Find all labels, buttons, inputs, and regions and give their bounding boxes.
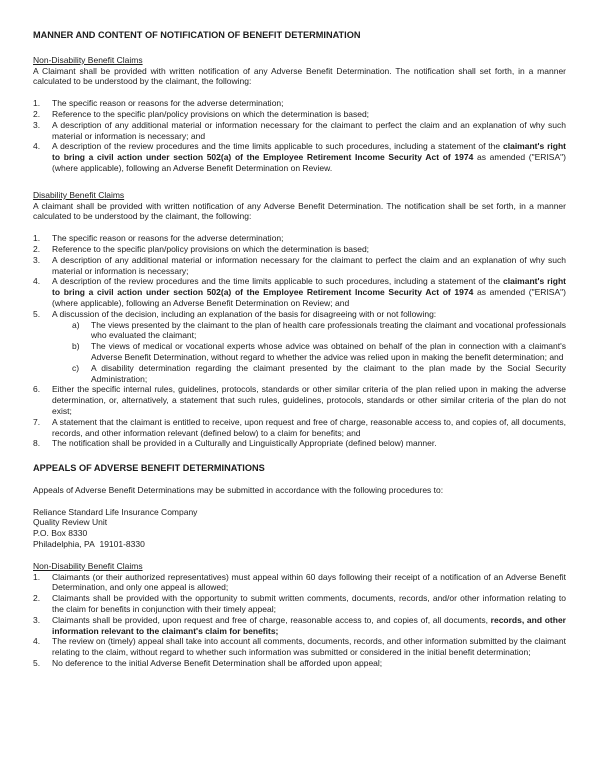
list-item — [33, 615, 566, 637]
list-item-text: The views of medical or vocational experts whose advice was obtained on behalf of the plan in connection with a claimant's Adverse Benefit Determination, without regard to whether the advice was relied upon in making the benefit determination; and — [91, 341, 566, 362]
list-item-text: A description of the review procedures and the time limits applicable to such procedures, including a statement of the claimant's right to bring a civil action under section 502(a) of the Employee Retirement Income Security Act of 1974 as amended ("ERISA") (where applicable), following an Adverse Benefit Determination on Review; and — [52, 276, 566, 308]
list-item — [33, 255, 566, 277]
list-item-text: The views presented by the claimant to the plan of health care professionals treating the claimant and vocational professionals who evaluated the claimant; — [91, 319, 566, 341]
list-item-text: Claimants shall be provided with the opportunity to submit written comments, documents, records, and/or other information relating to the claim for benefits in conjunction with their timely appeal; — [52, 593, 566, 615]
list-item — [33, 244, 566, 255]
list-item-number: 6. — [33, 384, 41, 395]
list-item-number: 3. — [33, 614, 41, 625]
list-item — [33, 593, 566, 615]
list-item-text: Claimants (or their authorized representatives) must appeal within 60 days following their receipt of a notification of an Adverse Benefit Determination, and only one appeal is allowed; — [52, 571, 566, 593]
list-item — [33, 572, 566, 594]
list-item-text: The specific reason or reasons for the adverse determination; — [52, 233, 284, 244]
list-item-text: Either the specific internal rules, guidelines, protocols, standards or other similar criteria of the plan relied upon in making the adverse determination, or, alternatively, a statement that such rules, guidelines, protocols, standards or other similar criteria of the plan do not exist; — [52, 384, 566, 416]
list-item — [33, 438, 566, 449]
list-item-number: b) — [72, 341, 80, 352]
list-item — [33, 98, 566, 109]
list-item-number: 3. — [33, 119, 41, 130]
list-item-text: The review on (timely) appeal shall take into account all comments, documents, records, and other information submitted by the claimant relating to the claim, without regard to whether such information was submitted or considered in the initial benefit determination; — [52, 636, 566, 658]
list-item-number: a) — [72, 319, 80, 330]
list-item-text: A statement that the claimant is entitled to receive, upon request and free of charge, reasonable access to, and copies of, all documents, records, and other information relevant (defined below) to a claim for benefits; and — [52, 416, 566, 438]
list-item-number: 3. — [33, 254, 41, 265]
list-item — [33, 309, 566, 320]
list-item-text: A description of any additional material or information necessary for the claimant to perfect the claim and an explanation of why such material or information is necessary; and — [52, 119, 566, 141]
list-item — [33, 233, 566, 244]
list-item-text: No deference to the initial Adverse Benefit Determination shall be afforded upon appeal; — [52, 658, 383, 669]
list-item-number: 1. — [33, 233, 41, 244]
list-item-number: c) — [72, 362, 80, 373]
list-appeals-non-disability — [33, 572, 566, 669]
subheading-appeals-non-disability: Non-Disability Benefit Claims — [33, 560, 143, 571]
section-heading-notification: MANNER AND CONTENT OF NOTIFICATION OF BENEFIT DETERMINATION — [33, 30, 361, 40]
list-item — [33, 109, 566, 120]
list-item-number: 7. — [33, 416, 41, 427]
list-item-number: 8. — [33, 438, 41, 449]
list-item — [33, 320, 566, 342]
list-item — [33, 276, 566, 308]
list-item-number: 2. — [33, 243, 41, 254]
subheading-non-disability-claims: Non-Disability Benefit Claims — [33, 54, 143, 65]
list-item-text: Reference to the specific plan/policy provisions on which the determination is based; — [52, 108, 370, 119]
list-item — [33, 417, 566, 439]
list-item — [33, 658, 566, 669]
list-item-number: 2. — [33, 593, 41, 604]
list-item-text: The specific reason or reasons for the adverse determination; — [52, 98, 284, 109]
list-item-text: A description of the review procedures and the time limits applicable to such procedures, including a statement of the claimant's right to bring a civil action under section 502(a) of the Employee Retirement Income Security Act of 1974 as amended ("ERISA") (where applicable), following an Adverse Benefit Determination on Review. — [52, 141, 566, 173]
list-item-number: 2. — [33, 108, 41, 119]
list-item-number: 1. — [33, 98, 41, 109]
list-item-number: 4. — [33, 276, 41, 287]
list-item — [33, 341, 566, 363]
list-item-text: A description of any additional material or information necessary for the claimant to perfect the claim and an explanation of why such material or information is necessary; — [52, 254, 566, 276]
paragraph-disability-intro: A claimant shall be provided with written notification of any Adverse Benefit Determination. The notification shall be set forth, in a manner calculated to be understood by the claimant, the following: — [33, 200, 566, 222]
list-item-text: The notification shall be provided in a Culturally and Linguistically Appropriate (defined below) manner. — [52, 438, 437, 449]
list-nd-notification — [33, 98, 566, 174]
list-item — [33, 384, 566, 416]
section-heading-appeals: APPEALS OF ADVERSE BENEFIT DETERMINATIONS — [33, 463, 265, 474]
address-block — [33, 507, 566, 550]
list-item — [33, 141, 566, 173]
list-item-text: Claimants shall be provided, upon request and free of charge, reasonable access to, and copies of, all documents, records, and other information relevant to the claimant's claim for benefits; — [52, 614, 566, 636]
address-line-company: Reliance Standard Life Insurance Company — [33, 506, 198, 517]
address-line-unit: Quality Review Unit — [33, 517, 108, 528]
list-disability-notification — [33, 233, 566, 449]
list-item — [33, 120, 566, 142]
list-item-number: 5. — [33, 658, 41, 669]
list-item-text: A disability determination regarding the claimant presented by the claimant to the plan made by the Social Security Administration; — [91, 362, 566, 384]
list-item-number: 5. — [33, 308, 41, 319]
subheading-disability-claims: Disability Benefit Claims — [33, 189, 125, 200]
list-item-text: A discussion of the decision, including an explanation of the basis for disagreeing with or not following: — [52, 308, 437, 319]
paragraph-appeals-intro: Appeals of Adverse Benefit Determinations may be submitted in accordance with the following procedures to: — [33, 484, 444, 495]
list-item-text: Reference to the specific plan/policy provisions on which the determination is based; — [52, 243, 370, 254]
list-item-number: 4. — [33, 636, 41, 647]
list-item — [33, 363, 566, 385]
paragraph-nd-intro: A Claimant shall be provided with written notification of any Adverse Benefit Determination. The notification shall set forth, in a manner calculated to be understood by the claimant, the following: — [33, 65, 566, 87]
list-item-number: 4. — [33, 141, 41, 152]
address-line-po-box: P.O. Box 8330 — [33, 528, 88, 539]
address-line-city: Philadelphia, PA 19101-8330 — [33, 539, 145, 550]
list-item — [33, 636, 566, 658]
list-item-number: 1. — [33, 571, 41, 582]
